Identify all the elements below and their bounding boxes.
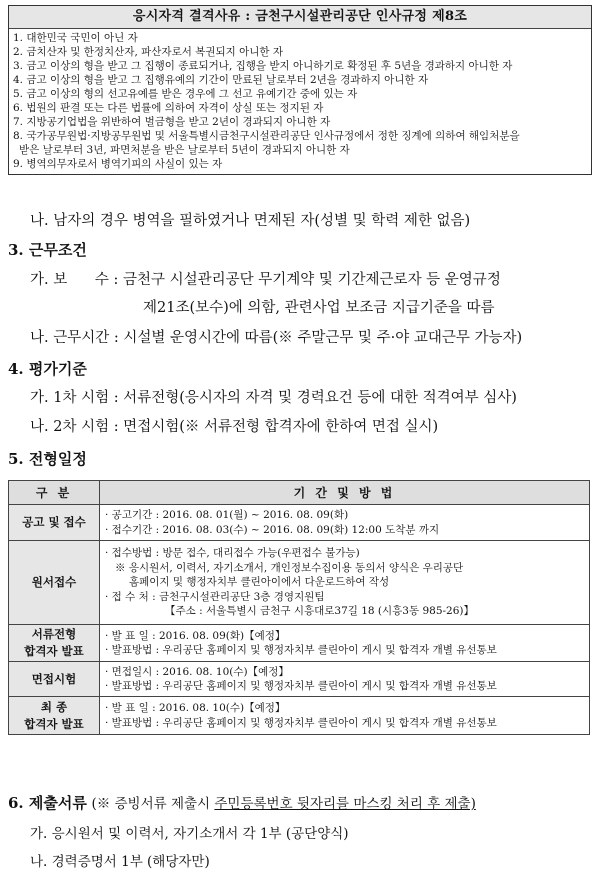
category-line: 서류전형 [31,627,77,641]
detail-line: · 접수방법 : 방문 접수, 대리접수 가능(우편접수 불가능) [105,547,360,560]
detail-line: 홈페이지 및 행정자치부 클린아이에서 다운로드하여 작성 [129,576,390,589]
row-category: 면접시험 [9,662,100,697]
disqualification-item: 5. 금고 이상의 형의 선고유예를 받은 경우에 그 선고 유예기간 중에 있는 자 [13,88,358,100]
disqualification-item-continued: 받은 날로부터 3년, 파면처분을 받은 날로부터 5년이 경과되지 아니한 자 [19,144,350,156]
disqualification-list [9,29,591,174]
document-item: 나. 경력증명서 1부 (해당자만) [30,854,210,870]
table-row [9,697,590,735]
table-row [9,662,590,697]
row-category [9,625,100,662]
detail-line: · 접수기간 : 2016. 08. 03(수) ~ 2016. 08. 09(화) 12:00 도착분 까지 [105,523,440,536]
row-detail [100,697,590,735]
schedule-table [8,480,590,735]
row-category [9,697,100,735]
disqualification-item: 8. 국가공무원법·지방공무원법 및 서울특별시금천구시설관리공단 인사규정에서 정한 징계에 의하여 해임처분을 [13,130,520,142]
row-detail [100,625,590,662]
section-heading-work-conditions: 3. 근무조건 [8,241,87,259]
section-heading-schedule: 5. 전형일정 [8,450,87,468]
category-line: 최 종 [40,699,68,714]
first-exam-line: 가. 1차 시험 : 서류전형(응시자의 자격 및 경력요건 등에 대한 적격여부 심사) [30,390,517,406]
table-row [9,625,590,662]
row-detail [100,662,590,697]
military-requirement: 나. 남자의 경우 병역을 필하였거나 면제된 자(성별 및 학력 제한 없음) [30,213,471,229]
section-heading-documents: 6. 제출서류 [8,794,87,812]
disqualification-item: 4. 금고 이상의 형을 받고 그 집행유예의 기간이 만료된 날로부터 2년을 경과하지 아니한 자 [13,74,429,86]
row-detail [100,541,590,625]
documents-note-prefix: (※ 증빙서류 제출시 [91,796,215,812]
disqualification-title: 응시자격 결격사유 : 금천구시설관리공단 인사규정 제8조 [9,6,591,29]
disqualification-item: 9. 병역의무자로서 병역기피의 사실이 있는 자 [13,158,223,170]
header-category: 구 분 [9,481,100,505]
category-line: 합격자 발표 [24,644,84,658]
table-row [9,505,590,541]
category-line: 합격자 발표 [24,716,84,731]
table-row [9,541,590,625]
row-detail [100,505,590,541]
detail-line: · 발표방법 : 우리공단 홈페이지 및 행정자치부 클린아이 게시 및 합격자 개별 유선통보 [105,680,497,692]
disqualification-box [8,5,592,175]
row-category: 공고 및 접수 [9,505,100,541]
work-hours-line: 나. 근무시간 : 시설별 운영시간에 따름(※ 주말근무 및 주·야 교대근무 가능자) [30,330,523,346]
second-exam-line: 나. 2차 시험 : 면접시험(※ 서류전형 합격자에 한하여 면접 실시) [30,419,439,435]
detail-line: · 접 수 처 : 금천구시설관리공단 3층 경영지원팀 [105,590,325,603]
detail-line: ※ 응시원서, 이력서, 자기소개서, 개인정보수집이용 동의서 양식은 우리공단 [115,561,464,574]
detail-line: 【주소 : 서울특별시 금천구 시흥대로37길 18 (시흥3동 985-26)】 [165,605,475,618]
document-item: 가. 응시원서 및 이력서, 자기소개서 각 1부 (공단양식) [30,826,349,842]
detail-line: · 발 표 일 : 2016. 08. 09(화)【예정】 [105,629,286,642]
detail-line: · 발 표 일 : 2016. 08. 10(수)【예정】 [105,702,286,714]
header-detail: 기 간 및 방 법 [100,481,590,505]
pay-line-continued: 제21조(보수)에 의함, 관련사업 보조금 지급기준을 따름 [143,300,495,316]
disqualification-item: 1. 대한민국 국민이 아닌 자 [13,32,138,44]
pay-line: 가. 보 수 : 금천구 시설관리공단 무기계약 및 기간제근로자 등 운영규정 [30,272,501,288]
detail-line: · 발표방법 : 우리공단 홈페이지 및 행정자치부 클린아이 게시 및 합격자 개별 유선통보 [105,644,497,656]
disqualification-item: 6. 법원의 판결 또는 다른 법률에 의하여 자격이 상실 또는 정지된 자 [13,102,324,114]
disqualification-item: 2. 금치산자 및 한정치산자, 파산자로서 복권되지 아니한 자 [13,46,284,58]
detail-line: · 면접일시 : 2016. 08. 10(수)【예정】 [105,665,289,678]
detail-line: · 공고기간 : 2016. 08. 01(월) ~ 2016. 08. 09(화) [105,509,349,521]
section-6-line [8,792,476,813]
section-heading-evaluation: 4. 평가기준 [8,360,87,378]
disqualification-item: 3. 금고 이상의 형을 받고 그 집행이 종료되거나, 집행을 받지 아니하기로 확정된 후 5년을 경과하지 아니한 자 [13,60,513,72]
disqualification-item: 7. 지방공기업법을 위반하여 벌금형을 받고 2년이 경과되지 아니한 자 [13,116,331,128]
detail-line: · 발표방법 : 우리공단 홈페이지 및 행정자치부 클린아이 게시 및 합격자 개별 유선통보 [105,716,497,729]
row-category: 원서접수 [9,541,100,625]
documents-note-underlined: 주민등록번호 뒷자리를 마스킹 처리 후 제출) [214,796,476,812]
